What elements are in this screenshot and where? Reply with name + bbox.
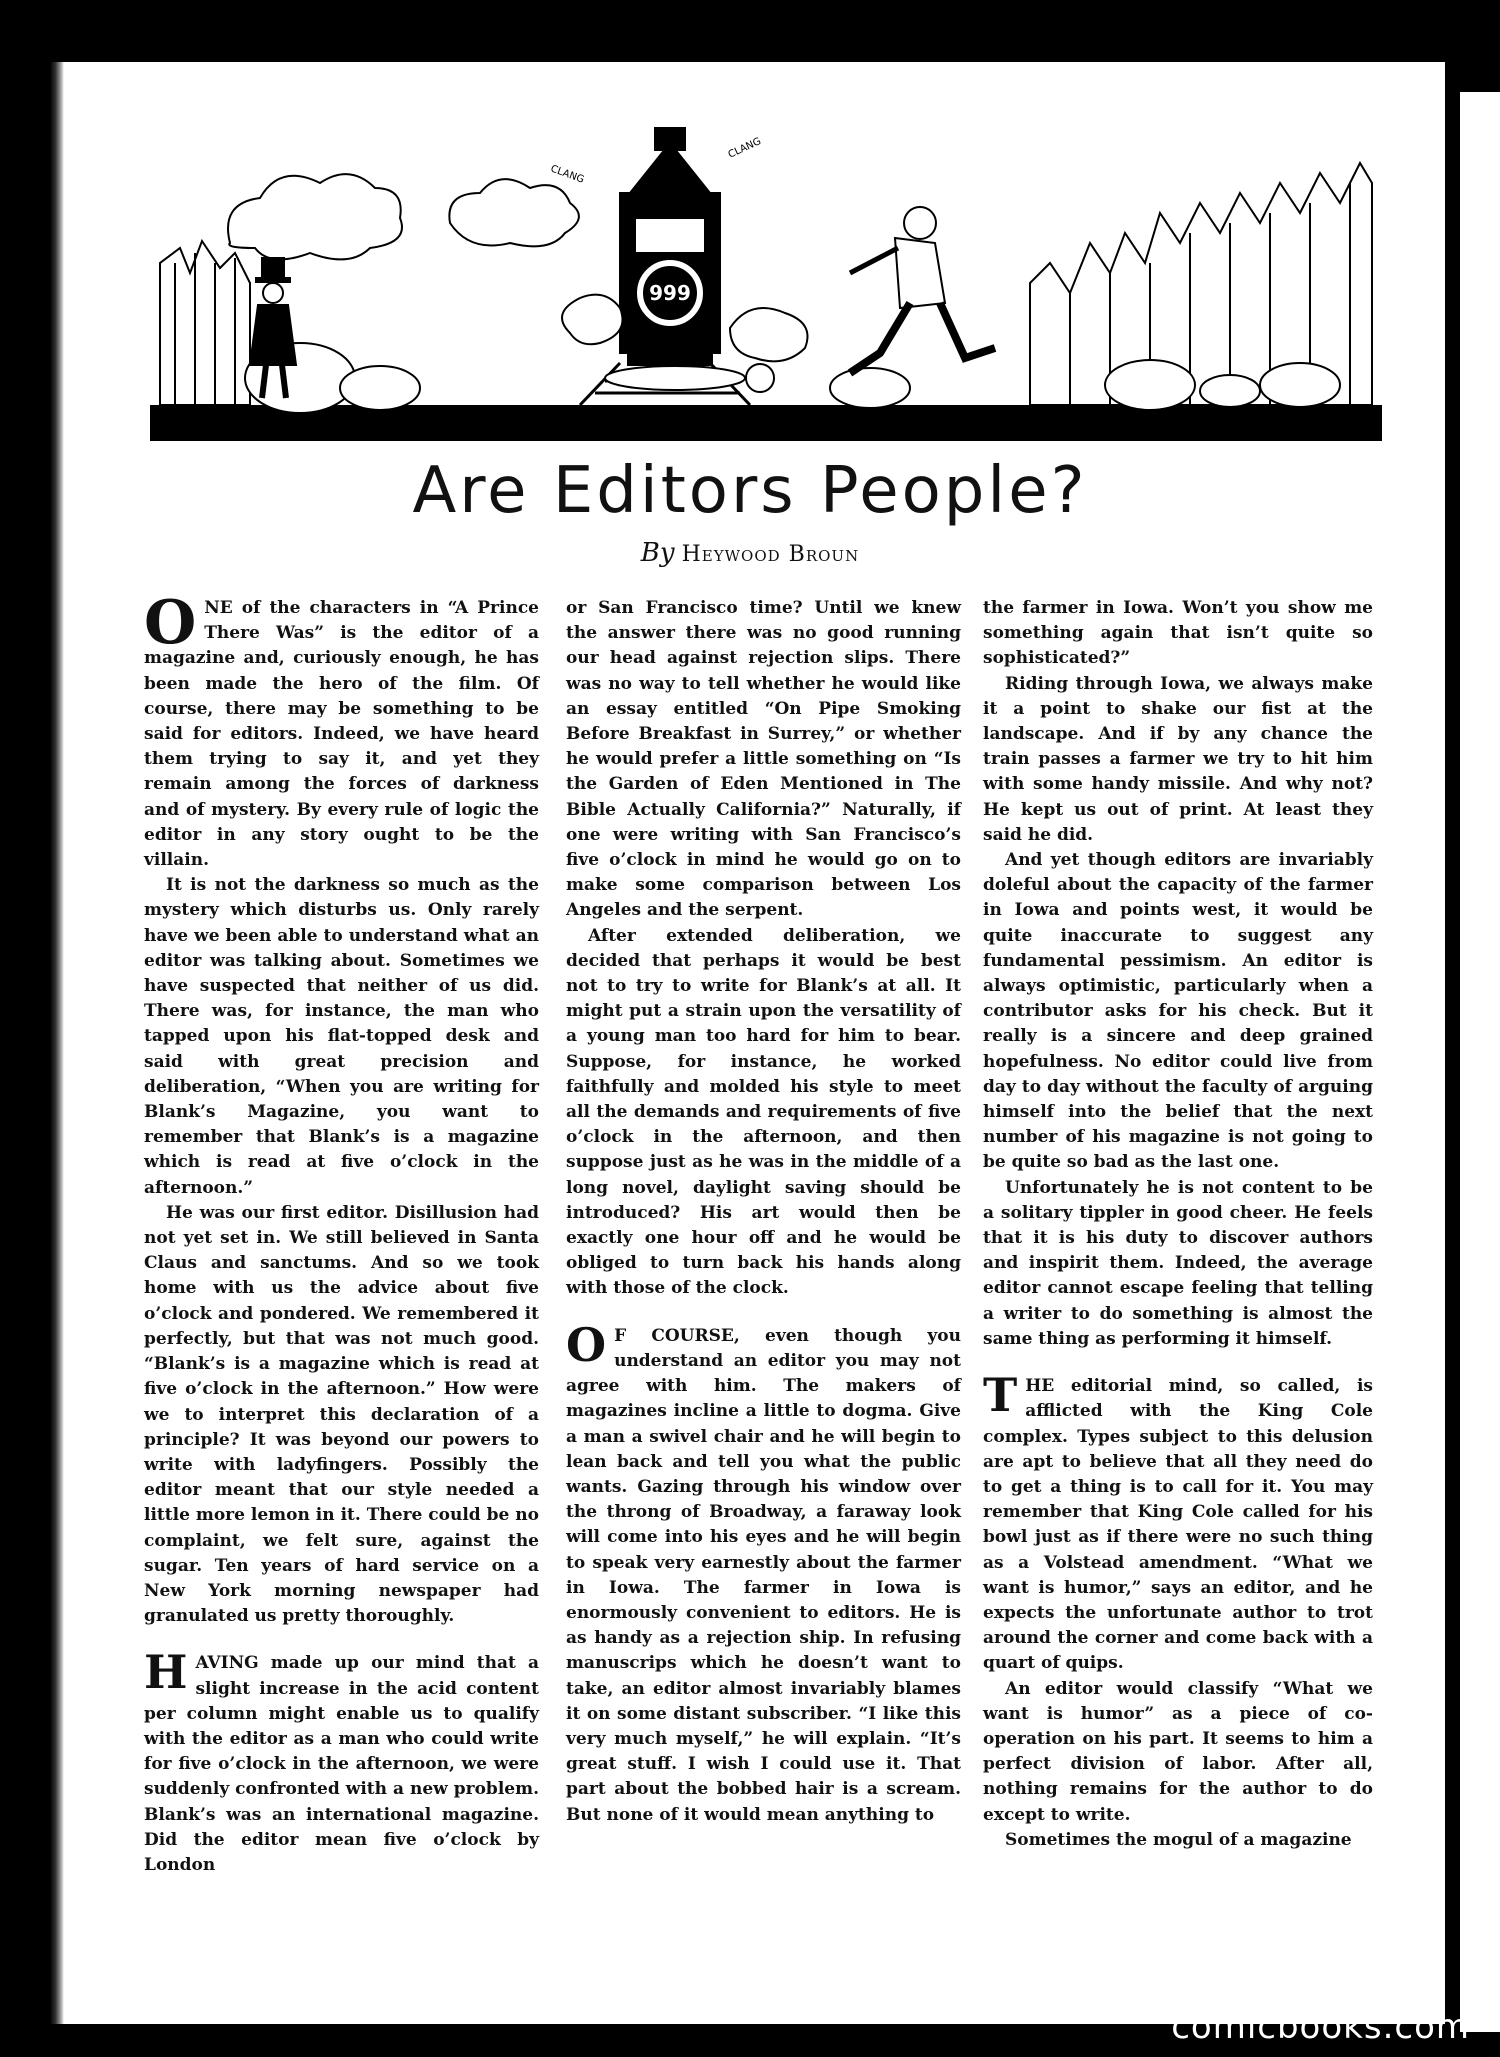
- paragraph: Unfortunately he is not content to be a solitary tippler in good cheer. He feels that it is his duty to discover authors and inspirit them. Indeed, the average editor cannot escape feeling that telling a writer to do something is almost the same thing as performing it himself.: [983, 1177, 1373, 1349]
- locomotive-number: 999: [649, 281, 691, 305]
- column-1: [144, 588, 539, 1878]
- paragraph: And yet though editors are invariably doleful about the capacity of the farmer in Iowa and points west, it would be quite inaccurate to suggest any fundamental pessimism. An editor is always optimistic, particularly when a contributor asks for his check. But it really is a sincere and deep grained hopefulness. No editor could live from day to day without the faculty of arguing himself into the belief that the next number of his magazine is not going to be quite so bad as the last one.: [983, 850, 1373, 1173]
- watermark: comicbooks.com: [1171, 2007, 1470, 2047]
- paragraph-text: editorial mind, so called, is afflicted with the King Cole complex. Types subject to this delusion are apt to believe that all they need do to get a thing is to call for it. You may remember that King Cole called for his bowl just as if there were no such thing as a Volstead amendment. “What we want is humor,” says an editor, and he expects the unfortunate author to trot around the corner and come back with a quart of quips.: [983, 1376, 1373, 1674]
- sound-clang-right: CLANG: [726, 136, 763, 161]
- paragraph: [983, 1368, 1373, 1676]
- paragraph: After extended deliberation, we decided that perhaps it would be best not to try to write for Blank’s at all. It might put a strain upon the versatility of a young man too hard for him to bear. Suppose, for instance, he worked faithfully and molded his style to meet all the demands and requirements of five o’clock in the afternoon, and then suppose just as he was in the middle of a long novel, daylight saving should be introduced? His art would then be exactly one hour off and he would be obliged to turn back his hands along with those of the clock.: [566, 925, 961, 1299]
- paragraph-text: made up our mind that a slight increase in the acid content per column might enable us to qualify with the editor as a man who could write for five o’clock in the afternoon, we were suddenly confronted with a new problem. Blank’s was an international magazine. Did the editor mean five o’clock by London: [144, 1653, 539, 1875]
- byline-prefix: By: [640, 538, 675, 568]
- paragraph-text: NE of the characters in “A Prince There Was” is the editor of a magazine and, curiously enough, he has been made the hero of the film. Of course, there may be something to be said for editors. Indeed, we have heard them trying to say it, and yet they remain among the forces of darkness and of mystery. By every rule of logic the editor in any story ought to be the villain.: [144, 598, 539, 871]
- drop-cap: T: [983, 1368, 1018, 1423]
- drop-cap: O: [566, 1317, 607, 1372]
- next-page-edge: [1448, 0, 1500, 2057]
- small-caps-lead: HE: [1025, 1376, 1055, 1397]
- paragraph-text: even though you understand an editor you may not agree with him. The makers of magazines incline a little to dogma. Give a man a swivel chair and he will begin to lean back and tell you what the public wants. Gazing through his window over the throng of Broadway, a faraway look will come into his eyes and he will begin to speak very earnestly about the farmer in Iowa. The farmer in Iowa is enormously convenient to editors. He is as handy as a rejection ship. In refusing manuscrips which he doesn’t want to take, an editor almost invariably blames it on some distant subscriber. “I like this very much myself,” he will explain. “It’s great stuff. I wish I could use it. That part about the bobbed hair is a scream. But none of it would mean anything to: [566, 1325, 961, 1825]
- paragraph: Sometimes the mogul of a magazine: [1005, 1829, 1352, 1850]
- author-name: Heywood Broun: [681, 542, 860, 567]
- small-caps-lead: AVING: [195, 1653, 259, 1674]
- paragraph: It is not the darkness so much as the mystery which disturbs us. Only rarely have we been able to understand what an editor was talking about. Sometimes we have suspected that neither of us did. There was, for instance, the man who tapped upon his flat-topped desk and said with great precision and deliberation, “When you are writing for Blank’s Magazine, you want to remember that Blank’s is a magazine which is read at five o’clock in the afternoon.”: [144, 875, 539, 1198]
- article-title: Are Editors People?: [412, 454, 1088, 528]
- drop-cap: O: [144, 588, 197, 658]
- paragraph: Riding through Iowa, we always make it a point to shake our fist at the landscape. And if by any chance the train passes a farmer we try to hit him with some handy missile. And why not? He kept us out of print. At least they said he did.: [983, 673, 1373, 845]
- column-3: [983, 596, 1373, 1853]
- header-illustration: [150, 123, 1382, 441]
- paragraph: [144, 1645, 539, 1878]
- paragraph: the farmer in Iowa. Won’t you show me something again that isn’t quite so sophisticated?”: [983, 598, 1373, 669]
- column-2: [566, 596, 961, 1828]
- sound-clang-left: CLANG: [548, 163, 586, 186]
- paragraph: He was our first editor. Disillusion had not yet set in. We still believed in Santa Claus and sanctums. And so we took home with us the advice about five o’clock and pondered. We remembered it perfectly, but that was not much good. “Blank’s is a magazine which is read at five o’clock in the afternoon.” How were we to interpret this declaration of a principle? It was beyond our powers to write with ladyfingers. Possibly the editor meant that our style needed a little more lemon in it. There could be no complaint, we felt sure, against the sugar. Ten years of hard service on a New York morning newspaper had granulated us pretty thoroughly.: [144, 1202, 539, 1627]
- page-spine: [50, 62, 64, 2024]
- paragraph: [144, 588, 539, 873]
- byline: [0, 538, 1500, 568]
- drop-cap: H: [144, 1645, 188, 1700]
- small-caps-lead: F COURSE,: [614, 1325, 740, 1346]
- paragraph: [566, 1317, 961, 1828]
- paragraph: or San Francisco time? Until we knew the answer there was no good running our head against rejection slips. There was no way to tell whether he would like an essay entitled “On Pipe Smoking Before Breakfast in Surrey,” or whether he would prefer a little something on “Is the Garden of Eden Mentioned in The Bible Actually California?” Naturally, if one were writing with San Francisco’s five o’clock in mind he would go on to make some comparison between Los Angeles and the serpent.: [566, 598, 961, 921]
- paragraph: An editor would classify “What we want is humor” as a piece of co-operation on his part. It seems to him a perfect division of labor. After all, nothing remains for the author to do except to write.: [983, 1678, 1373, 1825]
